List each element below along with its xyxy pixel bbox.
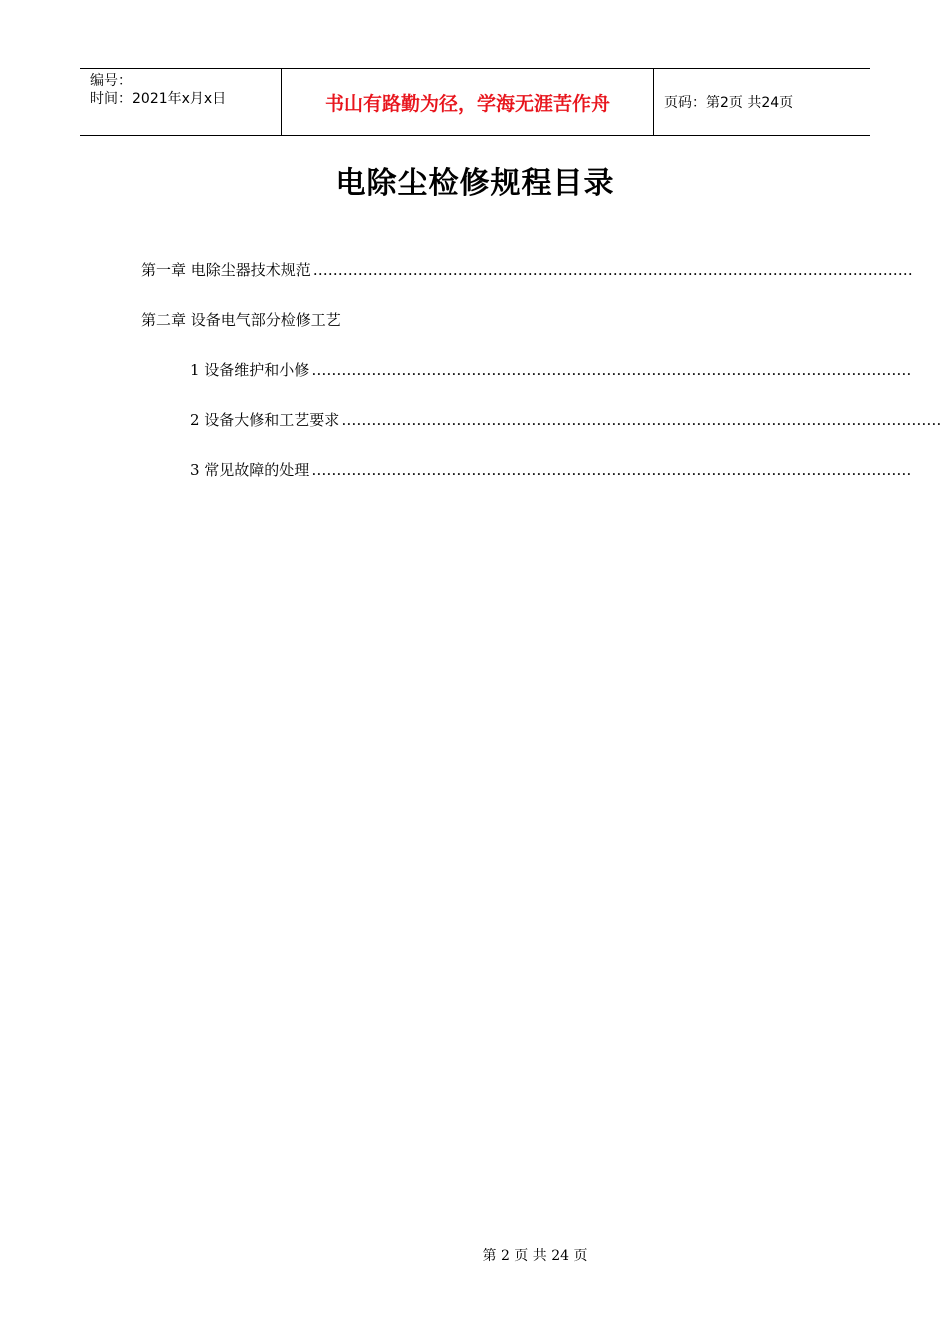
document-time-label: 时间：2021年x月x日 <box>90 91 227 107</box>
toc-leader-dots: ………………………………………………………………………………………………………… <box>312 261 913 279</box>
toc-entry-label: 第一章 电除尘器技术规范 <box>141 261 311 279</box>
page-footer: 第 2 页 共 24 页 <box>482 1248 588 1264</box>
toc-entry-item-3[interactable] <box>190 459 912 481</box>
toc-leader-dots: ………………………………………………………………………………………………………… <box>311 461 912 479</box>
toc-entry-chapter-2[interactable] <box>141 309 776 331</box>
header-left-cell <box>80 69 281 136</box>
toc-leader-dots: ………………………………………………………………………………………………………… <box>311 361 912 379</box>
toc-entry-label: 3 常见故障的处理 <box>190 461 310 479</box>
page-header <box>80 68 870 136</box>
document-number-label: 编号： <box>90 73 132 89</box>
toc-entry-chapter-1[interactable] <box>141 259 913 281</box>
page-title: 电除尘检修规程目录 <box>335 166 615 201</box>
toc-entry-label: 1 设备维护和小修 <box>190 361 310 379</box>
header-middle-cell <box>281 69 654 136</box>
header-motto: 书山有路勤为径，学海无涯苦作舟 <box>324 93 610 115</box>
header-page-info: 页码：第2页 共24页 <box>664 95 794 111</box>
toc-entry-label: 第二章 设备电气部分检修工艺 <box>141 311 341 329</box>
toc-leader-dots: ………………………………………………………………………………………………………… <box>341 411 942 429</box>
header-right-cell <box>654 69 870 136</box>
toc-entry-item-1[interactable] <box>190 359 912 381</box>
toc-entry-item-2[interactable] <box>190 409 942 431</box>
toc-entry-label: 2 设备大修和工艺要求 <box>190 411 340 429</box>
